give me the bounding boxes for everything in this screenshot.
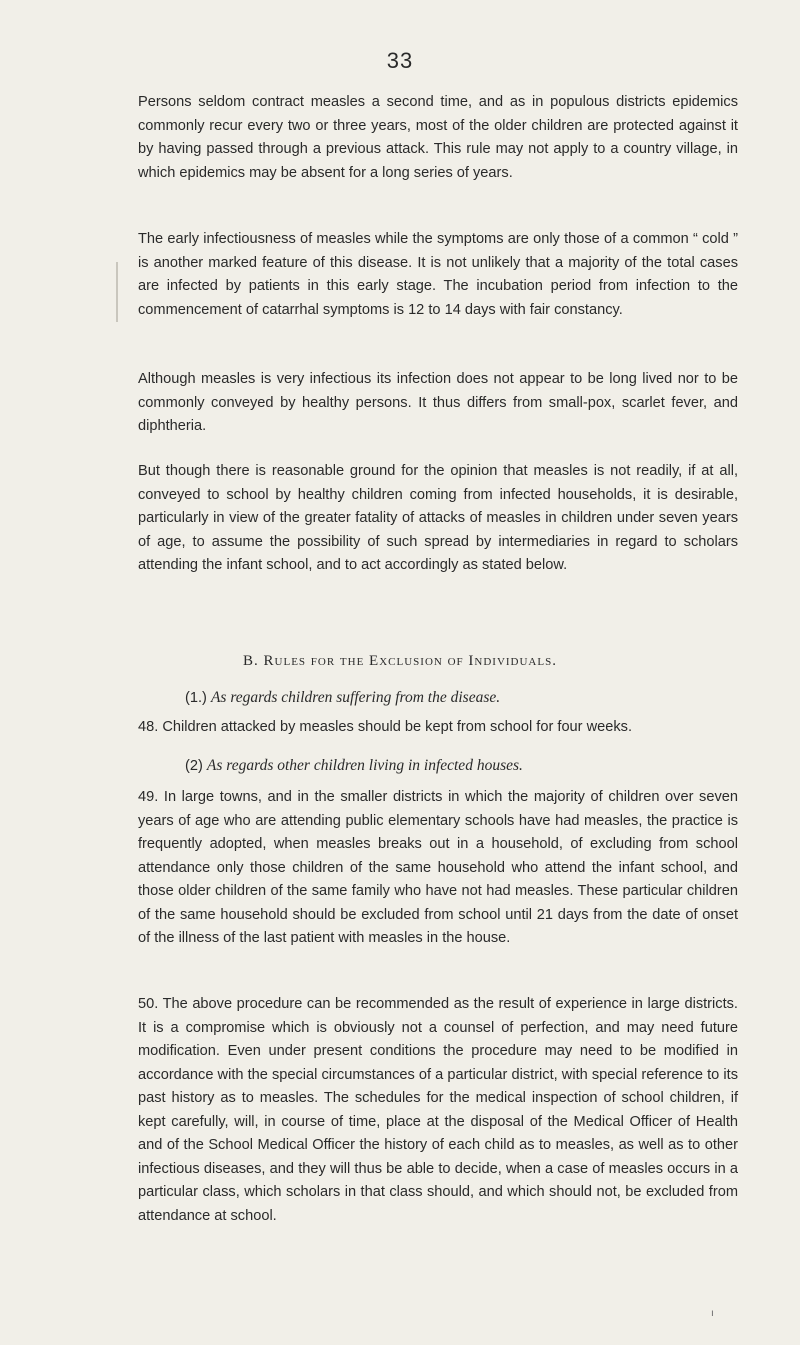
paragraph-49: 49. In large towns, and in the smaller districts in which the majority of children over seven years of age who are attending public elementary schools have had measles, the practice is frequently adopted, when measles breaks out in a household, of excluding from school attendance only those children of the same household who attend the infant school, and those older children of the same family who have not had measles. These particular children of the same household should be excluded from school until 21 days from the date of onset of the illness of the last patient with measles in the house. [138, 789, 738, 946]
section-heading-text: B. Rules for the Exclusion of Individuals. [243, 653, 557, 669]
paragraph-50: 50. The above procedure can be recommended as the result of experience in large districts. It is a compromise which is obviously not a counsel of perfection, and may need future modification. Even under present conditions the procedure may need to be modified in accordance with the special circumstances of a particular district, with special reference to its past history as to measles. The schedules for the medical inspection of school children, if kept carefully, will, in course of time, place at the disposal of the Medical Officer of Health and of the School Medical Officer the history of each child as to measles, as well as to other infectious diseases, and they will thus be able to decide, when a case of measles occurs in a particular class, which scholars in that class should, and which should not, be excluded from attendance at school. [138, 996, 738, 1224]
subheading-text: As regards other children living in infected houses. [206, 757, 523, 774]
paragraph-conveyance: But though there is reasonable ground for the opinion that measles is not readily, if at all, conveyed to school by healthy children coming from infected households, it is desirable, particularly in view of the greater fatality of attacks of measles in children under seven years of age, to assume the possibility of such spread by intermediaries in regard to scholars attending the infant school, and to act accordingly as stated below. [138, 463, 738, 573]
paragraph-early-infectiousness: The early infectiousness of measles while the symptoms are only those of a common “ cold ” is another marked feature of this disease. It is not unlikely that a majority of the total cases are infected by patients in this early stage. The incubation period from infection to the commencement of catarrhal symptoms is 12 to 14 days with fair constancy. [138, 231, 738, 318]
page-number: 33 [386, 48, 414, 73]
section-heading [0, 650, 800, 673]
subheading-number: (2) [185, 758, 203, 774]
subheading-children-suffering [185, 686, 765, 710]
subheading-number: (1.) [185, 690, 207, 706]
paragraph-measles-second-time: Persons seldom contract measles a second time, and as in populous districts epidemics commonly recur every two or three years, most of the older children are protected against it by having passed through a previous attack. This rule may not apply to a country village, in which epidemics may be absent for a long series of years. [138, 94, 738, 181]
subheading-other-children [185, 754, 765, 778]
paragraph-infection-duration: Although measles is very infectious its infection does not appear to be long lived nor to be commonly conveyed by healthy persons. It thus differs from small-pox, scarlet fever, and diphtheria. [138, 371, 738, 434]
margin-mark [116, 262, 118, 322]
paragraph-48: 48. Children attacked by measles should be kept from school for four weeks. [138, 719, 633, 735]
subheading-text: As regards children suffering from the disease. [210, 689, 501, 706]
page-speck: ı [711, 1308, 714, 1319]
